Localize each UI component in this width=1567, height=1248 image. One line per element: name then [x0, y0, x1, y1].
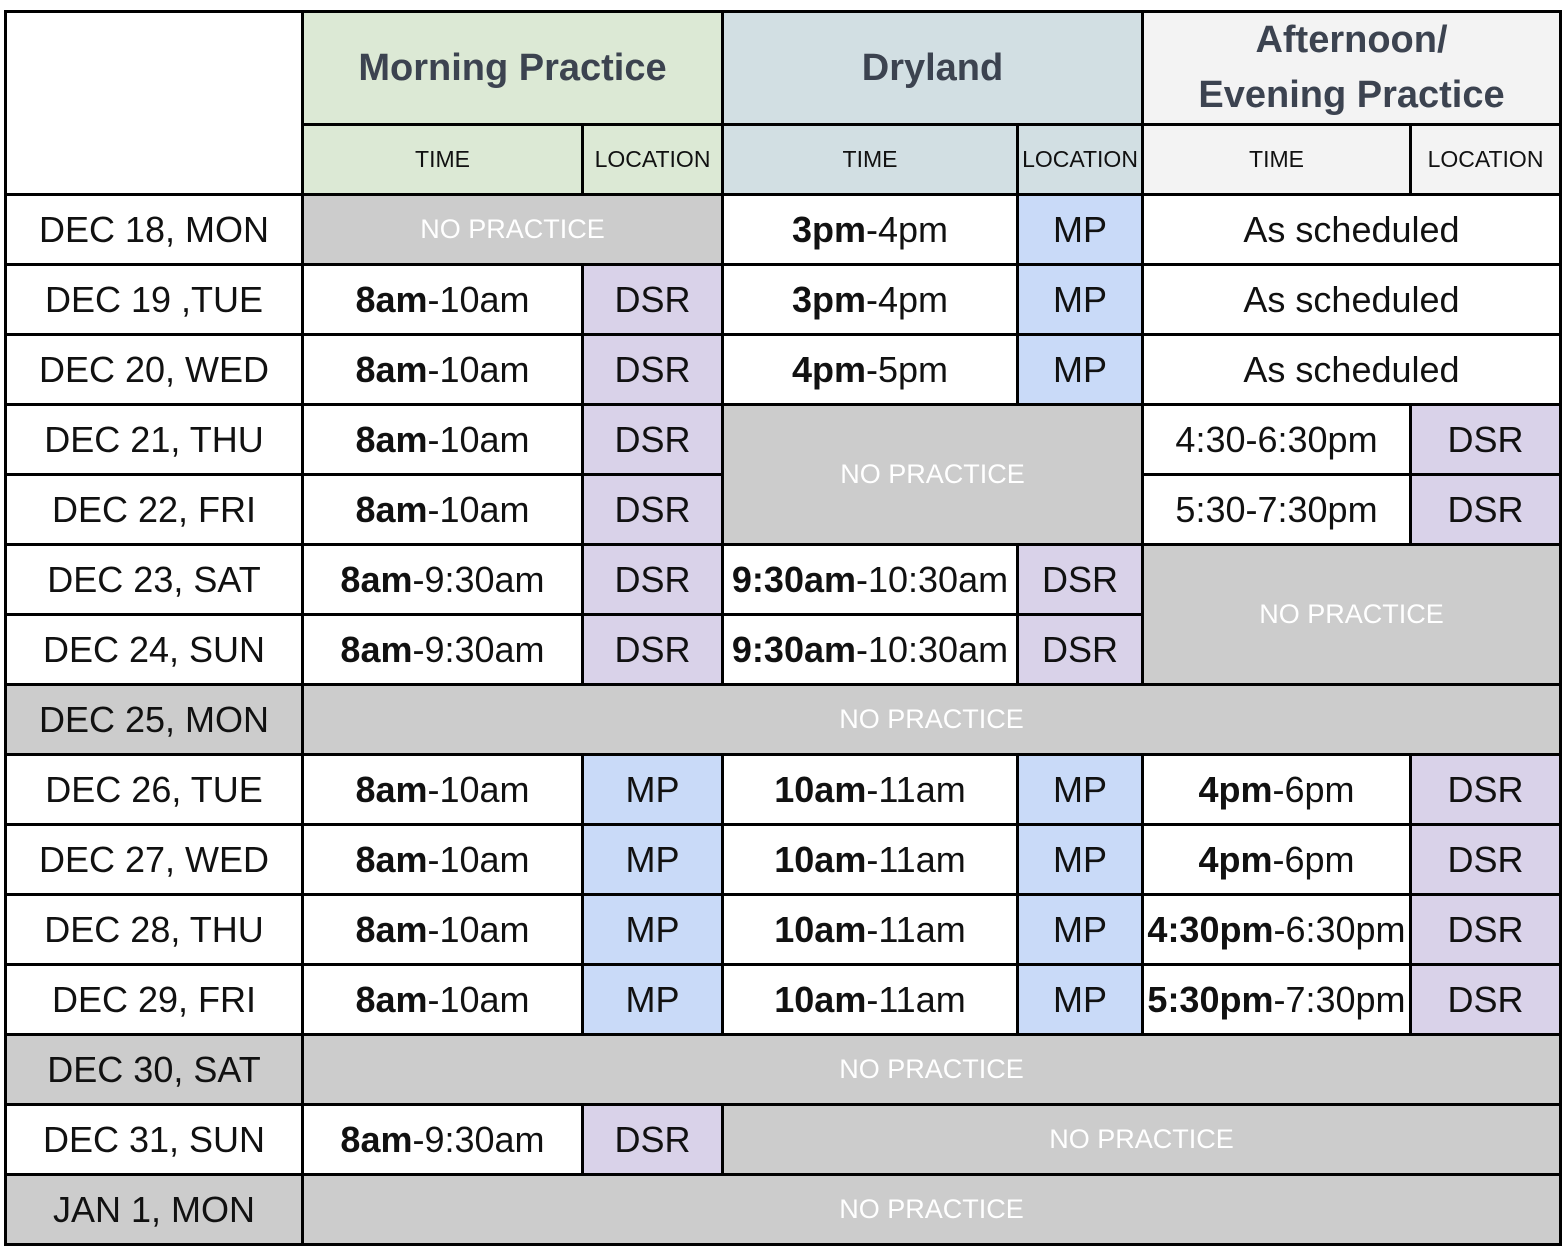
- evening-time-cell: [1143, 755, 1411, 825]
- evening-time-cell: 5:30-7:30pm: [1143, 475, 1411, 545]
- as-scheduled-cell: As scheduled: [1143, 335, 1561, 405]
- time-end: -10:30am: [856, 628, 1009, 670]
- date-cell: DEC 20, WED: [6, 335, 303, 405]
- evening-time-cell: [1143, 895, 1411, 965]
- schedule-row: [6, 405, 1561, 475]
- evening-location-cell: DSR: [1411, 405, 1561, 475]
- date-cell: DEC 18, MON: [6, 195, 303, 265]
- evening-time-cell: [1143, 825, 1411, 895]
- morning-location-cell: MP: [583, 825, 723, 895]
- dryland-time-header: TIME: [723, 125, 1018, 195]
- time-end: -10am: [427, 838, 530, 880]
- morning-location-cell: DSR: [583, 1105, 723, 1175]
- dryland-location-cell: MP: [1018, 965, 1143, 1035]
- morning-time-cell: [303, 475, 583, 545]
- dryland-location-cell: MP: [1018, 755, 1143, 825]
- morning-location-header: LOCATION: [583, 125, 723, 195]
- time-end: -10am: [427, 768, 530, 810]
- time-end: -11am: [866, 838, 966, 880]
- evening-time-header: TIME: [1143, 125, 1411, 195]
- date-cell: DEC 24, SUN: [6, 615, 303, 685]
- morning-time-cell: [303, 335, 583, 405]
- evening-practice-header: [1143, 12, 1561, 125]
- date-cell: DEC 25, MON: [6, 685, 303, 755]
- time-end: -11am: [866, 978, 966, 1020]
- schedule-row: [6, 755, 1561, 825]
- no-practice-cell: NO PRACTICE: [303, 195, 723, 265]
- time-end: -9:30am: [412, 628, 545, 670]
- morning-location-cell: DSR: [583, 405, 723, 475]
- time-start: 5:30pm: [1147, 978, 1274, 1020]
- dryland-time-cell: [723, 335, 1018, 405]
- date-cell: JAN 1, MON: [6, 1175, 303, 1245]
- time-start: 8am: [355, 418, 428, 460]
- time-start: 4pm: [791, 348, 866, 390]
- date-cell: DEC 21, THU: [6, 405, 303, 475]
- dryland-time-cell: [723, 895, 1018, 965]
- evening-location-cell: DSR: [1411, 965, 1561, 1035]
- time-end: -9:30am: [412, 1118, 545, 1160]
- time-end: -5pm: [866, 348, 949, 390]
- evening-time-cell: 4:30-6:30pm: [1143, 405, 1411, 475]
- time-end: -4pm: [866, 208, 949, 250]
- no-practice-cell: NO PRACTICE: [723, 405, 1143, 545]
- time-start: 8am: [340, 1118, 413, 1160]
- time-start: 4:30pm: [1147, 908, 1274, 950]
- morning-location-cell: MP: [583, 965, 723, 1035]
- time-end: -10am: [427, 418, 530, 460]
- dryland-time-cell: [723, 195, 1018, 265]
- evening-location-cell: DSR: [1411, 475, 1561, 545]
- time-start: 8am: [355, 908, 428, 950]
- evening-location-cell: DSR: [1411, 895, 1561, 965]
- time-start: 8am: [355, 838, 428, 880]
- schedule-row: [6, 1175, 1561, 1245]
- morning-time-cell: [303, 265, 583, 335]
- morning-time-cell: [303, 965, 583, 1035]
- dryland-location-cell: MP: [1018, 265, 1143, 335]
- schedule-row: [6, 265, 1561, 335]
- dryland-time-cell: [723, 615, 1018, 685]
- morning-time-cell: [303, 755, 583, 825]
- schedule-row: [6, 825, 1561, 895]
- schedule-row: [6, 965, 1561, 1035]
- schedule-row: [6, 685, 1561, 755]
- date-cell: DEC 28, THU: [6, 895, 303, 965]
- morning-time-cell: [303, 545, 583, 615]
- time-start: 10am: [774, 768, 867, 810]
- schedule-row: [6, 545, 1561, 615]
- as-scheduled-cell: As scheduled: [1143, 265, 1561, 335]
- morning-practice-header: Morning Practice: [303, 12, 723, 125]
- morning-time-cell: [303, 615, 583, 685]
- schedule-row: [6, 335, 1561, 405]
- header-blank-cell: [6, 12, 303, 195]
- date-cell: DEC 31, SUN: [6, 1105, 303, 1175]
- dryland-time-cell: [723, 755, 1018, 825]
- practice-schedule-table: [4, 10, 1562, 1246]
- dryland-location-cell: MP: [1018, 335, 1143, 405]
- dryland-location-cell: DSR: [1018, 545, 1143, 615]
- time-end: -4pm: [866, 278, 949, 320]
- time-end: -10am: [427, 908, 530, 950]
- time-end: -11am: [866, 768, 966, 810]
- no-practice-cell: NO PRACTICE: [303, 1175, 1561, 1245]
- time-start: 4pm: [1198, 838, 1273, 880]
- schedule-row: [6, 1105, 1561, 1175]
- time-start: 8am: [340, 558, 413, 600]
- time-end: -7:30pm: [1273, 978, 1406, 1020]
- no-practice-cell: NO PRACTICE: [303, 685, 1561, 755]
- date-cell: DEC 26, TUE: [6, 755, 303, 825]
- time-start: 8am: [355, 488, 428, 530]
- morning-time-cell: [303, 825, 583, 895]
- dryland-location-header: LOCATION: [1018, 125, 1143, 195]
- dryland-header: Dryland: [723, 12, 1143, 125]
- morning-location-cell: DSR: [583, 335, 723, 405]
- morning-time-cell: [303, 895, 583, 965]
- header-group-row: [6, 12, 1561, 125]
- date-cell: DEC 23, SAT: [6, 545, 303, 615]
- time-start: 10am: [774, 978, 867, 1020]
- morning-time-cell: [303, 1105, 583, 1175]
- evening-location-header: LOCATION: [1411, 125, 1561, 195]
- morning-location-cell: DSR: [583, 475, 723, 545]
- schedule-row: [6, 895, 1561, 965]
- time-end: -10am: [427, 278, 530, 320]
- evening-location-cell: DSR: [1411, 825, 1561, 895]
- time-start: 10am: [774, 838, 867, 880]
- morning-time-cell: [303, 405, 583, 475]
- time-end: -6pm: [1272, 768, 1355, 810]
- evening-header-line1: Afternoon/: [1255, 19, 1448, 61]
- time-start: 8am: [340, 628, 413, 670]
- time-start: 3pm: [791, 208, 866, 250]
- time-end: -6:30pm: [1273, 908, 1406, 950]
- schedule-row: [6, 195, 1561, 265]
- time-end: -10:30am: [856, 558, 1009, 600]
- date-cell: DEC 30, SAT: [6, 1035, 303, 1105]
- no-practice-cell: NO PRACTICE: [303, 1035, 1561, 1105]
- time-start: 8am: [355, 348, 428, 390]
- morning-location-cell: MP: [583, 755, 723, 825]
- time-start: 3pm: [791, 278, 866, 320]
- evening-header-line2: Evening Practice: [1198, 74, 1505, 117]
- dryland-location-cell: MP: [1018, 195, 1143, 265]
- time-start: 4pm: [1198, 768, 1273, 810]
- dryland-location-cell: MP: [1018, 895, 1143, 965]
- evening-time-cell: [1143, 965, 1411, 1035]
- time-end: -9:30am: [412, 558, 545, 600]
- morning-location-cell: DSR: [583, 545, 723, 615]
- time-start: 9:30am: [731, 558, 856, 600]
- time-end: -10am: [427, 348, 530, 390]
- time-start: 8am: [355, 278, 428, 320]
- dryland-location-cell: DSR: [1018, 615, 1143, 685]
- dryland-time-cell: [723, 965, 1018, 1035]
- as-scheduled-cell: As scheduled: [1143, 195, 1561, 265]
- dryland-location-cell: MP: [1018, 825, 1143, 895]
- evening-location-cell: DSR: [1411, 755, 1561, 825]
- time-start: 9:30am: [731, 628, 856, 670]
- time-start: 10am: [774, 908, 867, 950]
- no-practice-cell: NO PRACTICE: [723, 1105, 1561, 1175]
- dryland-time-cell: [723, 545, 1018, 615]
- time-end: -10am: [427, 978, 530, 1020]
- dryland-time-cell: [723, 825, 1018, 895]
- schedule-row: [6, 1035, 1561, 1105]
- date-cell: DEC 19 ,TUE: [6, 265, 303, 335]
- time-end: -10am: [427, 488, 530, 530]
- time-start: 8am: [355, 768, 428, 810]
- morning-location-cell: DSR: [583, 265, 723, 335]
- date-cell: DEC 29, FRI: [6, 965, 303, 1035]
- morning-time-header: TIME: [303, 125, 583, 195]
- date-cell: DEC 22, FRI: [6, 475, 303, 545]
- morning-location-cell: MP: [583, 895, 723, 965]
- time-start: 8am: [355, 978, 428, 1020]
- time-end: -6pm: [1272, 838, 1355, 880]
- dryland-time-cell: [723, 265, 1018, 335]
- date-cell: DEC 27, WED: [6, 825, 303, 895]
- no-practice-cell: NO PRACTICE: [1143, 545, 1561, 685]
- morning-location-cell: DSR: [583, 615, 723, 685]
- time-end: -11am: [866, 908, 966, 950]
